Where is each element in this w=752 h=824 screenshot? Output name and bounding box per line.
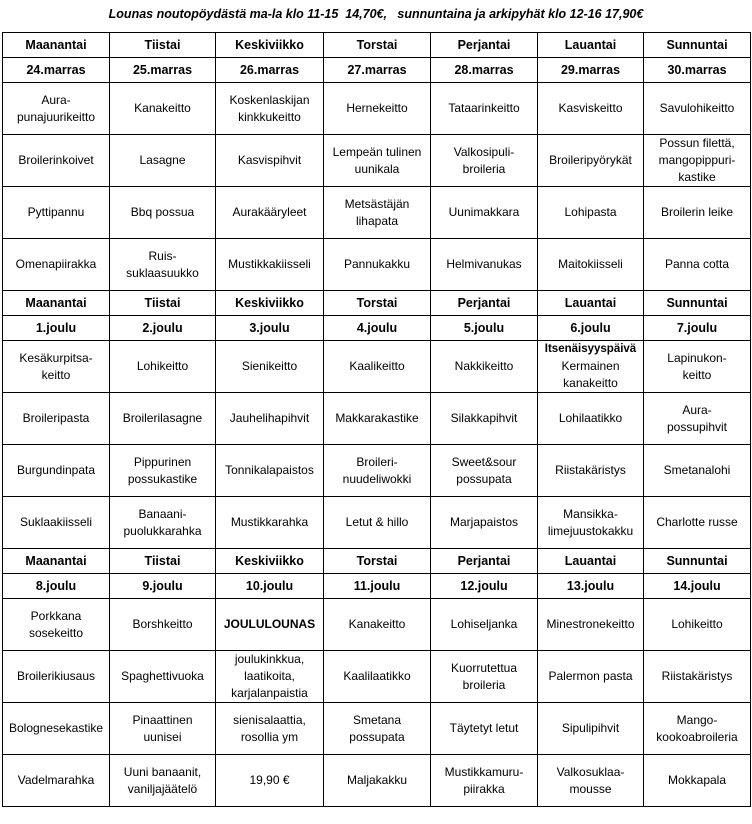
date-cell: 27.marras xyxy=(324,58,431,83)
date-row xyxy=(3,58,751,83)
dish-cell: Kuorrutettua broileria xyxy=(431,651,538,703)
weekday-header-row xyxy=(3,291,751,316)
dish-cell: Porkkana sosekeitto xyxy=(3,599,110,651)
dish-cell: Palermon pasta xyxy=(538,651,644,703)
dish-cell: Omenapiirakka xyxy=(3,239,110,291)
weekday-header: Perjantai xyxy=(431,33,538,58)
date-cell: 2.joulu xyxy=(110,316,216,341)
dish-cell: Helmivanukas xyxy=(431,239,538,291)
dish-cell: Silakkapihvit xyxy=(431,393,538,445)
date-cell: 28.marras xyxy=(431,58,538,83)
dish-cell: Pyttipannu xyxy=(3,187,110,239)
dish-cell: Lohipasta xyxy=(538,187,644,239)
dish-cell: Valkosipuli- broileria xyxy=(431,135,538,187)
dish-row xyxy=(3,393,751,445)
date-cell: 1.joulu xyxy=(3,316,110,341)
weekday-header: Lauantai xyxy=(538,291,644,316)
date-cell: 13.joulu xyxy=(538,574,644,599)
weekday-header: Keskiviikko xyxy=(216,291,324,316)
dish-row xyxy=(3,755,751,807)
dish-row xyxy=(3,651,751,703)
dish-cell: Kesäkurpitsa- keitto xyxy=(3,341,110,393)
dish-row xyxy=(3,497,751,549)
dish-cell: Minestronekeitto xyxy=(538,599,644,651)
weekday-header: Maanantai xyxy=(3,549,110,574)
weekday-header: Tiistai xyxy=(110,291,216,316)
dish-cell: Mustikkarahka xyxy=(216,497,324,549)
weekday-header: Sunnuntai xyxy=(644,291,751,316)
dish-cell: Kaalikeitto xyxy=(324,341,431,393)
dish-row xyxy=(3,341,751,393)
dish-cell: Lohilaatikko xyxy=(538,393,644,445)
date-cell: 10.joulu xyxy=(216,574,324,599)
dish-cell: Possun filettä, mangopippuri- kastike xyxy=(644,135,751,187)
weekday-header: Keskiviikko xyxy=(216,33,324,58)
dish-cell: Savulohikeitto xyxy=(644,83,751,135)
dish-cell: Broileripyörykät xyxy=(538,135,644,187)
dish-cell: Kanakeitto xyxy=(324,599,431,651)
dish-cell: Broilerin leike xyxy=(644,187,751,239)
dish-name: Kermainen kanakeitto xyxy=(561,359,620,390)
dish-cell: Makkarakastike xyxy=(324,393,431,445)
dish-row xyxy=(3,599,751,651)
weekday-header: Lauantai xyxy=(538,33,644,58)
dish-cell: Mokkapala xyxy=(644,755,751,807)
dish-cell: Letut & hillo xyxy=(324,497,431,549)
date-cell: 4.joulu xyxy=(324,316,431,341)
weekday-header-row xyxy=(3,549,751,574)
weekday-header: Torstai xyxy=(324,33,431,58)
dish-cell: Metsästäjän lihapata xyxy=(324,187,431,239)
dish-cell: Lasagne xyxy=(110,135,216,187)
dish-cell: Aurakääryleet xyxy=(216,187,324,239)
weekday-header: Maanantai xyxy=(3,33,110,58)
dish-cell: Pinaattinen uunisei xyxy=(110,703,216,755)
dish-cell: Uunimakkara xyxy=(431,187,538,239)
dish-cell: Kasvispihvit xyxy=(216,135,324,187)
dish-cell: Lempeän tulinen uunikala xyxy=(324,135,431,187)
dish-cell: Kanakeitto xyxy=(110,83,216,135)
dish-cell: Lohiseljanka xyxy=(431,599,538,651)
dish-cell: Broileri- nuudeliwokki xyxy=(324,445,431,497)
weekday-header: Sunnuntai xyxy=(644,549,751,574)
dish-cell: Bolognesekastike xyxy=(3,703,110,755)
date-cell: 5.joulu xyxy=(431,316,538,341)
dish-cell: Mansikka- limejuustokakku xyxy=(538,497,644,549)
date-cell: 6.joulu xyxy=(538,316,644,341)
page-title: Lounas noutopöydästä ma-la klo 11-15 14,70€, sunnuntaina ja arkipyhät klo 12-16 17,90€ xyxy=(108,7,644,21)
holiday-note: Itsenäisyyspäivä xyxy=(544,343,637,355)
date-row xyxy=(3,574,751,599)
weekday-header: Tiistai xyxy=(110,549,216,574)
date-cell: 25.marras xyxy=(110,58,216,83)
dish-cell: Borshkeitto xyxy=(110,599,216,651)
dish-cell: Koskenlaskijan kinkkukeitto xyxy=(216,83,324,135)
dish-cell: Jauhelihapihvit xyxy=(216,393,324,445)
date-cell: 9.joulu xyxy=(110,574,216,599)
weekday-header: Tiistai xyxy=(110,33,216,58)
dish-row xyxy=(3,703,751,755)
dish-row xyxy=(3,239,751,291)
dish-cell: Ruis- suklaasuukko xyxy=(110,239,216,291)
date-cell: 12.joulu xyxy=(431,574,538,599)
dish-cell: Spaghettivuoka xyxy=(110,651,216,703)
weekday-header: Perjantai xyxy=(431,549,538,574)
weekday-header: Torstai xyxy=(324,549,431,574)
dish-cell: Broilerikiusaus xyxy=(3,651,110,703)
dish-cell: Mango- kookoabroileria xyxy=(644,703,751,755)
weekday-header: Lauantai xyxy=(538,549,644,574)
date-cell: 24.marras xyxy=(3,58,110,83)
dish-cell: Riistakäristys xyxy=(644,651,751,703)
date-row xyxy=(3,316,751,341)
dish-cell: Pippurinen possukastike xyxy=(110,445,216,497)
dish-cell: Sipulipihvit xyxy=(538,703,644,755)
date-cell: 7.joulu xyxy=(644,316,751,341)
dish-cell: Sienikeitto xyxy=(216,341,324,393)
dish-cell: Nakkikeitto xyxy=(431,341,538,393)
dish-cell: Pannukakku xyxy=(324,239,431,291)
dish-cell: Lohikeitto xyxy=(644,599,751,651)
weekday-header: Keskiviikko xyxy=(216,549,324,574)
date-cell: 26.marras xyxy=(216,58,324,83)
dish-cell: Valkosuklaa- mousse xyxy=(538,755,644,807)
dish-cell: sienisalaattia, rosollia ym xyxy=(216,703,324,755)
weekday-header: Sunnuntai xyxy=(644,33,751,58)
dish-cell: Täytetyt letut xyxy=(431,703,538,755)
dish-cell: JOULULOUNAS xyxy=(216,599,324,651)
dish-cell: Smetana possupata xyxy=(324,703,431,755)
date-cell: 30.marras xyxy=(644,58,751,83)
dish-cell: Sweet&sour possupata xyxy=(431,445,538,497)
lunch-menu-table xyxy=(2,32,751,807)
dish-cell: Bbq possua xyxy=(110,187,216,239)
weekday-header: Maanantai xyxy=(3,291,110,316)
dish-row xyxy=(3,445,751,497)
date-cell: 11.joulu xyxy=(324,574,431,599)
weekday-header: Torstai xyxy=(324,291,431,316)
dish-cell: Broilerilasagne xyxy=(110,393,216,445)
weekday-header-row xyxy=(3,33,751,58)
dish-row xyxy=(3,83,751,135)
date-cell: 3.joulu xyxy=(216,316,324,341)
dish-cell xyxy=(538,341,644,393)
date-cell: 14.joulu xyxy=(644,574,751,599)
dish-cell: Charlotte russe xyxy=(644,497,751,549)
weekday-header: Perjantai xyxy=(431,291,538,316)
dish-cell: Maitokiisseli xyxy=(538,239,644,291)
dish-cell: Smetanalohi xyxy=(644,445,751,497)
dish-cell: Lohikeitto xyxy=(110,341,216,393)
dish-cell: Tataarinkeitto xyxy=(431,83,538,135)
dish-cell: Tonnikalapaistos xyxy=(216,445,324,497)
date-cell: 29.marras xyxy=(538,58,644,83)
dish-cell: Panna cotta xyxy=(644,239,751,291)
dish-cell: Uuni banaanit, vaniljajäätelö xyxy=(110,755,216,807)
dish-row xyxy=(3,187,751,239)
dish-cell: Broilerinkoivet xyxy=(3,135,110,187)
dish-cell: Broileripasta xyxy=(3,393,110,445)
dish-cell: Aura- possupihvit xyxy=(644,393,751,445)
dish-cell: 19,90 € xyxy=(216,755,324,807)
dish-cell: Aura- punajuurikeitto xyxy=(3,83,110,135)
dish-cell: Riistakäristys xyxy=(538,445,644,497)
dish-cell: Burgundinpata xyxy=(3,445,110,497)
dish-cell: Marjapaistos xyxy=(431,497,538,549)
dish-cell: joulukinkkua, laatikoita, karjalanpaistia xyxy=(216,651,324,703)
dish-cell: Maljakakku xyxy=(324,755,431,807)
dish-cell: Hernekeitto xyxy=(324,83,431,135)
dish-cell: Mustikkamuru- piirakka xyxy=(431,755,538,807)
dish-cell: Lapinukon- keitto xyxy=(644,341,751,393)
dish-cell: Suklaakiisseli xyxy=(3,497,110,549)
dish-cell: Kaalilaatikko xyxy=(324,651,431,703)
dish-cell: Banaani- puolukkarahka xyxy=(110,497,216,549)
dish-cell: Vadelmarahka xyxy=(3,755,110,807)
dish-row xyxy=(3,135,751,187)
date-cell: 8.joulu xyxy=(3,574,110,599)
dish-cell: Kasviskeitto xyxy=(538,83,644,135)
dish-cell: Mustikkakiisseli xyxy=(216,239,324,291)
